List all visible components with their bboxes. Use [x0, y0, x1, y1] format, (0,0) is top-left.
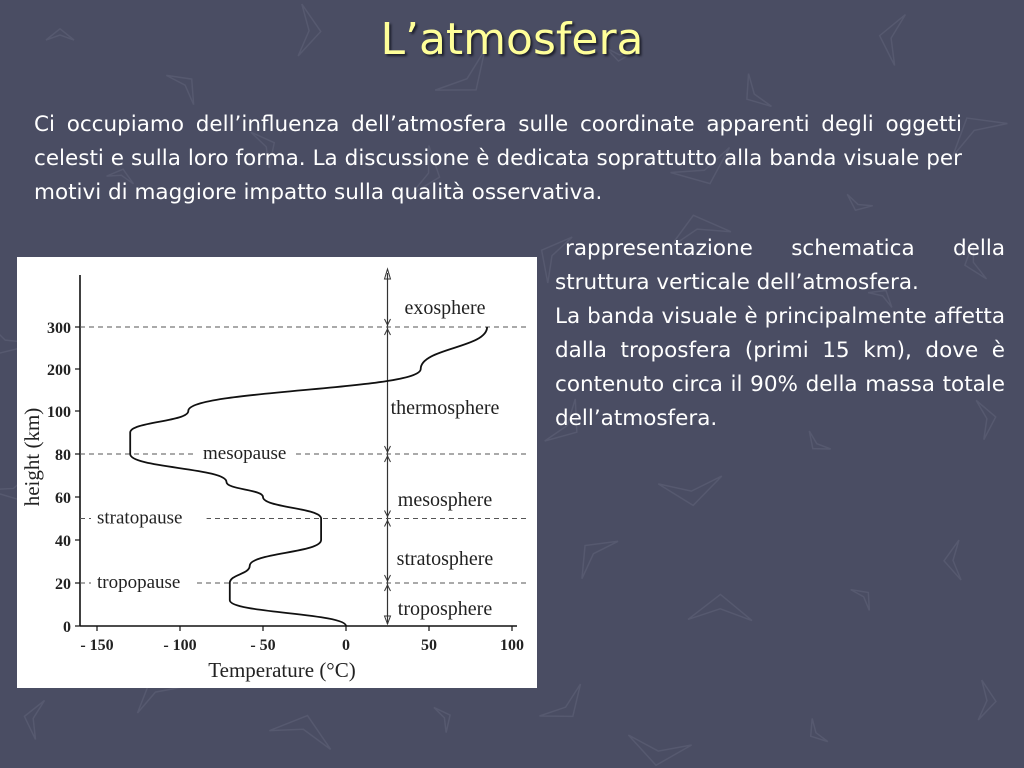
- x-tick-label: 0: [342, 637, 350, 654]
- y-tick-label: 0: [63, 619, 71, 636]
- boundary-label: tropopause: [97, 572, 181, 593]
- caption-line-2: La banda visuale è principalmente affetta dalla troposfera (primi 15 km), dove è contenuto circa il 90% della massa totale dell’atmosfera.: [555, 304, 1005, 431]
- layer-label: exosphere: [404, 297, 486, 319]
- caption-line-1: rappresentazione schematica della struttura verticale dell’atmosfera.: [555, 236, 1005, 295]
- layer-label: thermosphere: [390, 397, 500, 419]
- y-tick-label: 200: [47, 362, 71, 379]
- y-axis-label: height (km): [20, 407, 44, 507]
- x-tick-label: - 150: [80, 637, 114, 654]
- x-tick-label: - 50: [250, 637, 276, 654]
- y-tick-label: 100: [47, 404, 71, 421]
- intro-paragraph: Ci occupiamo dell’influenza dell’atmosfera sulle coordinate apparenti degli oggetti celesti e sulla loro forma. La discussione è dedicata soprattutto alla banda visuale per motivi di maggiore impatto sulla qualità osservativa.: [34, 112, 962, 205]
- boundary-label: stratopause: [97, 507, 183, 529]
- y-tick-label: 40: [55, 533, 71, 550]
- slide-title: L’atmosfera: [380, 14, 644, 65]
- figure-caption: [555, 232, 1005, 436]
- y-tick-label: 300: [47, 320, 71, 337]
- y-tick-label: 80: [55, 447, 71, 464]
- x-tick-label: 50: [421, 637, 437, 654]
- layer-label: mesosphere: [397, 489, 493, 511]
- y-tick-label: 20: [55, 576, 71, 593]
- layer-label: troposphere: [397, 598, 493, 620]
- y-tick-label: 60: [55, 490, 71, 507]
- x-tick-label: - 100: [163, 637, 197, 654]
- x-tick-label: 100: [500, 637, 524, 654]
- boundary-label: mesopause: [203, 443, 287, 464]
- layer-label: stratosphere: [396, 548, 494, 570]
- atmosphere-chart: [17, 257, 537, 688]
- x-axis-label: Temperature (°C): [208, 658, 356, 682]
